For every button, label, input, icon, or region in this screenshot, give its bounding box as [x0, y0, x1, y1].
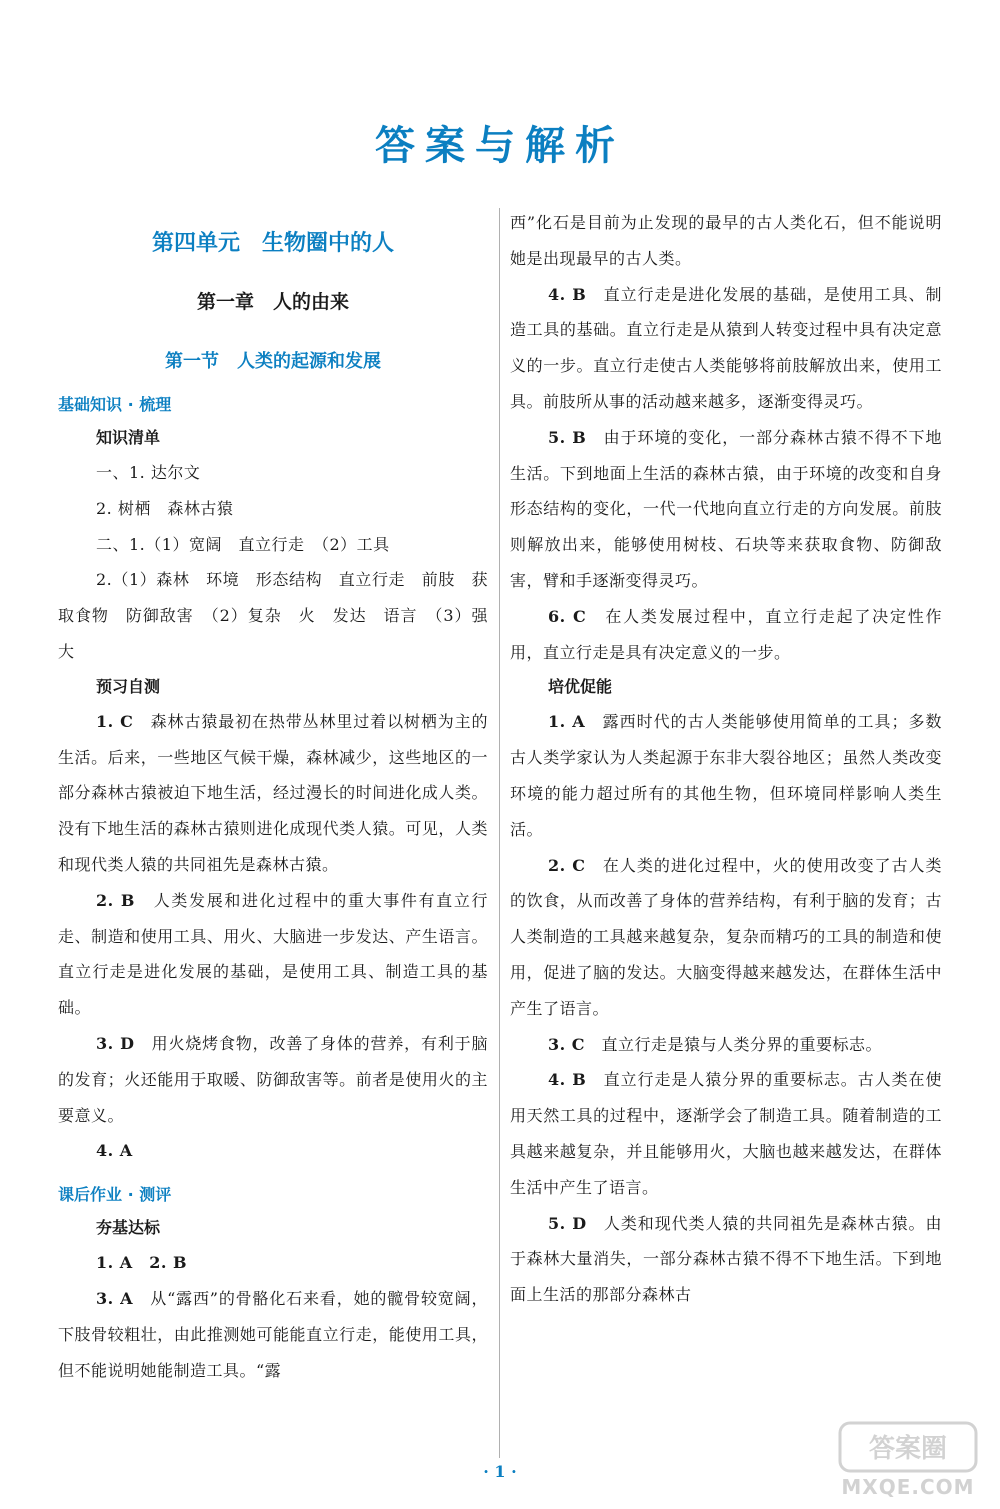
- section-heading: 第一节 人类的起源和发展: [165, 351, 381, 372]
- answer-number: 1. C: [96, 711, 134, 731]
- answer-text: 直立行走是进化发展的基础，是使用工具、制造工具的基础。直立行走是从猿到人转变过程中具有决定意义的一步。直立行走使古人类能够将前肢解放出来，使用工具。前肢所从事的活动越来越多，逐渐变得灵巧。: [510, 284, 942, 411]
- page-number: · 1 ·: [483, 1462, 517, 1481]
- band-basic-knowledge: 基础知识 · 梳理: [58, 395, 172, 414]
- answer-number: 2. B: [96, 890, 135, 910]
- answer-item: [510, 277, 942, 420]
- answer-number: 3. A: [96, 1288, 134, 1308]
- answer-number: 2. C: [548, 855, 586, 875]
- answer-number: 4. B: [548, 284, 587, 304]
- answer-number: 1. A: [548, 712, 586, 732]
- subsection-preview: 预习自测: [96, 676, 161, 696]
- answer-item: [58, 1245, 488, 1281]
- column-divider: [499, 208, 500, 1458]
- chapter-heading: 第一章 人的由来: [196, 291, 349, 313]
- continued-text: 西”化石是目前为止发现的最早的古人类化石，但不能说明她是出现最早的古人类。: [510, 213, 942, 268]
- answer-item: [58, 704, 488, 883]
- answer-item: [58, 1281, 488, 1388]
- checklist-item: 2.（1）森林 环境 形态结构 直立行走 前肢 获取食物 防御敌害 （2）复杂 火 发达 语言 （3）强大: [58, 570, 488, 661]
- answer-item: [510, 420, 942, 599]
- answer-text: 露西时代的古人类能够使用简单的工具；多数古人类学家认为人类起源于东非大裂谷地区；虽然人类改变环境的能力超过所有的其他生物，但环境同样影响人类生活。: [510, 712, 942, 839]
- answer-number: 1. A 2. B: [96, 1253, 187, 1273]
- answer-text: 直立行走是人猿分界的重要标志。古人类在使用天然工具的过程中，逐渐学会了制造工具。随着制造的工具越来越复杂，并且能够用火，大脑也越来越发达，在群体生活中产生了语言。: [510, 1070, 942, 1197]
- answer-number: 5. D: [548, 1213, 587, 1233]
- answer-item: [510, 1062, 942, 1205]
- answer-item: [510, 1027, 942, 1063]
- watermark-url: MXQE.COM: [841, 1475, 975, 1499]
- answer-text: 森林古猿最初在热带丛林里过着以树栖为主的生活。后来，一些地区气候干燥，森林减少，这些地区的一部分森林古猿被迫下地生活，经过漫长的时间进化成人类。没有下地生活的森林古猿则进化成现代类人猿。可见，人类和现代类人猿的共同祖先是森林古猿。: [58, 711, 488, 874]
- answer-number: 4. B: [548, 1070, 587, 1090]
- right-column: [510, 205, 942, 1313]
- answer-item: [58, 1133, 488, 1169]
- answer-text: 由于环境的变化，一部分森林古猿不得不下地生活。下到地面上生活的森林古猿，由于环境的改变和自身形态结构的变化，一代一代地向直立行走的方向发展。前肢则解放出来，能够使用树枝、石块等来获取食物、防御敌害，臂和手逐渐变得灵巧。: [510, 427, 942, 590]
- answer-number: 6. C: [548, 606, 587, 626]
- subsection-checklist: 知识清单: [96, 428, 161, 447]
- answer-number: 3. D: [96, 1033, 135, 1053]
- unit-heading: 第四单元 生物圈中的人: [151, 230, 394, 256]
- subsection-foundation: 夯基达标: [96, 1218, 161, 1238]
- answer-text: 用火烧烤食物，改善了身体的营养，有利于脑的发育；火还能用于取暖、防御敌害等。前者是使用火的主要意义。: [58, 1033, 488, 1125]
- watermark: [838, 1419, 978, 1501]
- answer-number: 4. A: [96, 1141, 133, 1161]
- answer-item: [510, 1206, 942, 1313]
- answer-text: 从“露西”的骨骼化石来看，她的髋骨较宽阔，下肢骨较粗壮，由此推测她可能能直立行走，能使用工具，但不能说明她能制造工具。“露: [58, 1288, 488, 1380]
- left-column: [58, 205, 488, 1388]
- checklist-item: 二、1.（1）宽阔 直立行走 （2）工具: [96, 534, 390, 554]
- answer-text: 在人类的进化过程中，火的使用改变了古人类的饮食，从而改善了身体的营养结构，有利于脑的发育；古人类制造的工具越来越复杂，复杂而精巧的工具的制造和使用，促进了脑的发达。大脑变得越来越发达，在群体生活中产生了语言。: [510, 855, 942, 1018]
- page-title: 答案与解析: [375, 123, 625, 169]
- band-homework: 课后作业 · 测评: [58, 1185, 172, 1205]
- subsection-improve: 培优促能: [548, 677, 613, 697]
- answer-text: 直立行走是猿与人类分界的重要标志。: [585, 1034, 883, 1054]
- answer-number: 5. B: [548, 427, 587, 447]
- answer-item: [58, 1026, 488, 1133]
- answer-text: 人类和现代类人猿的共同祖先是森林古猿。由于森林大量消失，一部分森林古猿不得不下地生活。下到地面上生活的那部分森林古: [510, 1213, 942, 1305]
- svg-text:答案圈: 答案圈: [868, 1434, 948, 1464]
- answer-item: [58, 883, 488, 1026]
- answer-item: [510, 704, 942, 847]
- answer-item: [510, 848, 942, 1027]
- answer-text: 人类发展和进化过程中的重大事件有直立行走、制造和使用工具、用火、大脑进一步发达、产生语言。直立行走是进化发展的基础，是使用工具、制造工具的基础。: [58, 890, 488, 1018]
- answer-number: 3. C: [548, 1034, 586, 1054]
- checklist-item: 一、1. 达尔文: [96, 463, 201, 482]
- watermark-logo-icon: [838, 1419, 978, 1475]
- answer-text: 在人类发展过程中，直立行走起了决定性作用，直立行走是具有决定意义的一步。: [510, 606, 942, 662]
- answer-item: [510, 599, 942, 671]
- checklist-item: 2. 树栖 森林古猿: [96, 498, 234, 518]
